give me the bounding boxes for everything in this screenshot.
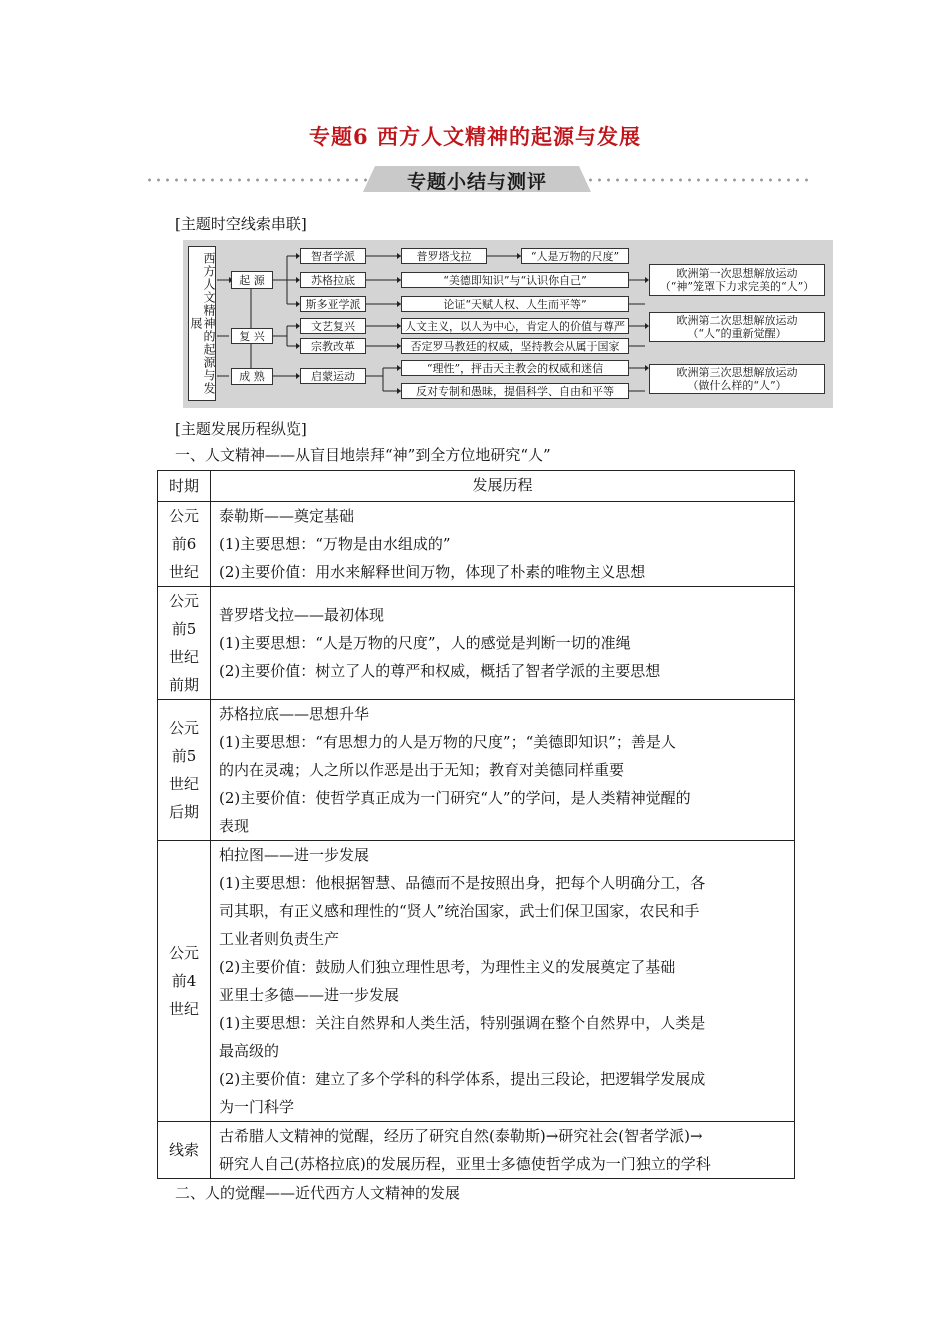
idea-oppose-tyranny: 反对专制和愚昧，提倡科学、自由和平等 bbox=[401, 383, 629, 399]
table-row bbox=[158, 1122, 795, 1179]
branch-renaissance: 文艺复兴 bbox=[300, 318, 366, 334]
stage-origin: 起 源 bbox=[231, 271, 273, 289]
idea-humanism: 人文主义，以人为中心，肯定人的价值与尊严 bbox=[401, 318, 629, 334]
diagram-root: 西方人文精神的起源与发展 bbox=[188, 246, 216, 401]
part2-heading: 二、人的觉醒——近代西方人文精神的发展 bbox=[175, 1184, 461, 1202]
row-content: 普罗塔戈拉——最初体现 (1)主要思想：“人是万物的尺度”，人的感觉是判断一切的准绳 (2)主要价值：树立了人的尊严和权威，概括了智者学派的主要思想 bbox=[211, 587, 795, 700]
section-heading-timeline: [主题时空线索串联] bbox=[175, 215, 307, 233]
row-content: 苏格拉底——思想升华 (1)主要思想：“有思想力的人是万物的尺度”；“美德即知识”；善是人 的内在灵魂；人之所以作恶是出于无知；教育对美德同样重要 (2)主要价值：使哲学真正成为一门研究“人”的学问，是人类精神觉醒的 表现 bbox=[211, 700, 795, 841]
stage-revival: 复 兴 bbox=[231, 328, 273, 344]
idea-deny-papacy: 否定罗马教廷的权威，坚持教会从属于国家 bbox=[401, 338, 629, 354]
banner-text: 专题小结与测评 bbox=[406, 171, 547, 193]
idea-natural-rights: 论证“天赋人权、人生而平等” bbox=[401, 296, 629, 312]
idea-protagoras: 普罗塔戈拉 bbox=[401, 248, 487, 264]
page-title: 专题6 西方人文精神的起源与发展 bbox=[309, 124, 641, 149]
table-header-row bbox=[158, 471, 795, 502]
row-period: 线索 bbox=[158, 1122, 211, 1179]
row-content: 泰勒斯——奠定基础 (1)主要思想：“万物是由水组成的” (2)主要价值：用水来解释世间万物，体现了朴素的唯物主义思想 bbox=[211, 502, 795, 587]
history-table bbox=[157, 470, 795, 1179]
table-row bbox=[158, 587, 795, 700]
section-heading-overview: [主题发展历程纵览] bbox=[175, 420, 307, 438]
branch-socrates: 苏格拉底 bbox=[300, 272, 366, 288]
outcome-third: 欧洲第三次思想解放运动 （做什么样的“人”） bbox=[649, 364, 825, 394]
section-banner bbox=[145, 166, 811, 192]
outcome-second: 欧洲第二次思想解放运动 （“人”的重新觉醒） bbox=[649, 312, 825, 342]
banner-dots-left bbox=[145, 178, 370, 182]
header-period: 时期 bbox=[158, 471, 211, 502]
idea-measure-of-all: “人是万物的尺度” bbox=[521, 248, 629, 264]
branch-sophists: 智者学派 bbox=[300, 248, 366, 264]
stage-maturity: 成 熟 bbox=[231, 368, 273, 385]
idea-virtue-knowledge: “美德即知识”与“认识你自己” bbox=[401, 272, 629, 288]
branch-reformation: 宗教改革 bbox=[300, 338, 366, 354]
row-content: 古希腊人文精神的觉醒，经历了研究自然(泰勒斯)→研究社会(智者学派)→ 研究人自己(苏格拉底)的发展历程，亚里士多德使哲学成为一门独立的学科 bbox=[211, 1122, 795, 1179]
header-history: 发展历程 bbox=[211, 471, 795, 502]
part1-heading: 一、人文精神——从盲目地崇拜“神”到全方位地研究“人” bbox=[175, 446, 551, 464]
table-row bbox=[158, 502, 795, 587]
row-period: 公元 前5 世纪 后期 bbox=[158, 700, 211, 841]
row-period: 公元 前5 世纪 前期 bbox=[158, 587, 211, 700]
banner-dots-right bbox=[586, 178, 811, 182]
branch-stoics: 斯多亚学派 bbox=[300, 296, 366, 312]
idea-reason: “理性”，抨击天主教会的权威和迷信 bbox=[401, 360, 629, 376]
row-period: 公元 前6 世纪 bbox=[158, 502, 211, 587]
row-content: 柏拉图——进一步发展 (1)主要思想：他根据智慧、品德而不是按照出身，把每个人明确分工，各 司其职，有正义感和理性的“贤人”统治国家，武士们保卫国家，农民和手 工业者则负责生产 (2)主要价值：鼓励人们独立理性思考，为理性主义的发展奠定了基础 亚里士多德——进一步发展 (1)主要思想：关注自然界和人类生活，特别强调在整个自然界中，人类是 最高级的 (2)主要价值：建立了多个学科的科学体系，提出三段论，把逻辑学发展成 为一门科学 bbox=[211, 841, 795, 1122]
table-row bbox=[158, 700, 795, 841]
outcome-first: 欧洲第一次思想解放运动 （“神”笼罩下力求完美的“人”） bbox=[649, 264, 825, 296]
table-row bbox=[158, 841, 795, 1122]
concept-diagram bbox=[183, 240, 833, 408]
row-period: 公元 前4 世纪 bbox=[158, 841, 211, 1122]
branch-enlightenment: 启蒙运动 bbox=[300, 368, 366, 384]
